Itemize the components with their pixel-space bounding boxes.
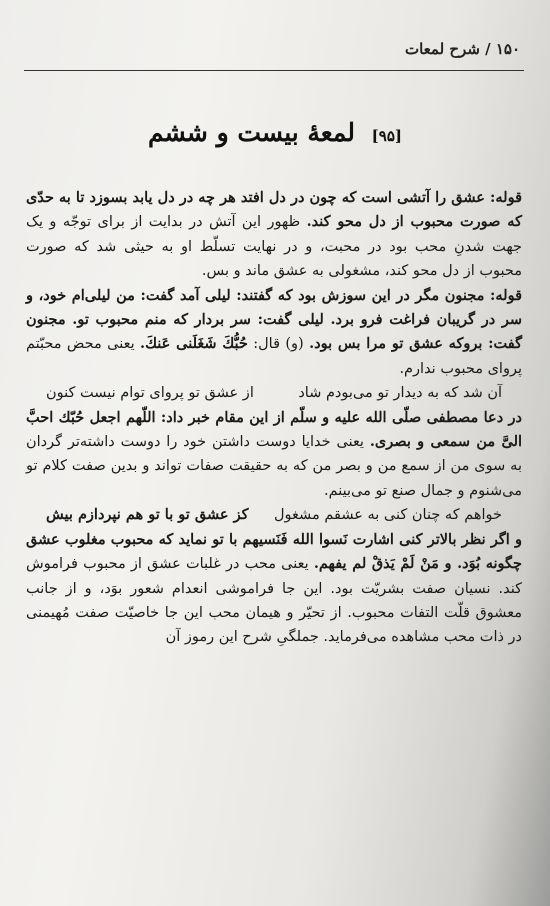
- paragraph-2-connector: (و) قال:: [253, 336, 304, 353]
- section-number: [۹۵]: [371, 127, 403, 145]
- verse-1: [26, 381, 522, 405]
- paragraph-1-commentary: ظهور این آتش در بدایت از برای توجّه و یک جهت شدنِ محب بود در محبت، و در نهایت تسلّط او به حیثی شد که صورت محبوب از دل محو کند، مشغولی به عشق ماند و بس.: [26, 214, 522, 280]
- paragraph-3: [26, 406, 522, 504]
- section-title-text: لمعهٔ بیست و ششم: [147, 118, 355, 147]
- verse-2: [26, 503, 522, 527]
- paragraph-2-quote: قوله: مجنون مگر در این سوزش بود که گفتند: لیلی آمد گفت: من لیلی‌ام خود، و سر در گریبان فراغت فرو برد. لیلی گفت: سر بردار که منم محبوب تو. مجنون گفت: بروکه عشق تو مرا بس بود.: [26, 286, 523, 353]
- paragraph-4-commentary: یعنی محب در غلبات عشق از محبوب فراموش کند. نسیان صفت بشریّت بود. این جا فراموشی انعدام شعور بوَد، و از جانب معشوق قلّت التفات محبوب. از تحیّر و هیمان محب این جا خاصیّت صفت مُهیمنی در ذات محب مشاهده می‌فرماید. جملگیِ شرح این رموز آن: [26, 556, 522, 646]
- body-text: [26, 186, 522, 650]
- paragraph-2: [26, 284, 522, 382]
- paragraph-2-commentary: یعنی محض محبّتم پروای محبوب ندارم.: [26, 336, 522, 377]
- section-title: [0, 118, 550, 147]
- verse-1-second-hemistich: از عشق تو پروای توام نیست کنون: [46, 385, 254, 402]
- verse-2-second-hemistich: کز عشق تو با تو هم نپردازم بیش: [46, 506, 249, 524]
- running-header: ۱۵۰ / شرح لمعات: [404, 40, 520, 58]
- paragraph-4: [26, 528, 522, 650]
- paragraph-3-commentary: یعنی خدایا دوست داشتن خود را دوست داشته‌تر گردان به سوی من از سمع من و بصر من که به حقیقت صفات تواند و بدین صفت کلام تو می‌شنوم و جمال صنع تو می‌بینم.: [26, 434, 522, 499]
- verse-2-first-hemistich: خواهم که چنان کنی به عشقم مشغول: [274, 507, 502, 524]
- paragraph-2-arabic: حُبُّكَ شَغَلَنی عَنكَ.: [140, 335, 248, 353]
- verse-1-first-hemistich: آن شد که به دیدار تو می‌بودم شاد: [298, 385, 502, 402]
- paragraph-3-quote: در دعا مصطفی صلّی الله علیه و سلّم از این مقام خبر داد: اللّهم اجعل حُبّك احبَّ الیَّ من سمعی و بصری.: [26, 408, 523, 451]
- paragraph-1: [26, 186, 522, 284]
- paragraph-1-quote: قوله: عشق را آتشی است که چون در دل افتد هر چه در دل یابد بسوزد تا به حدّی که صورت محبوب از دل محو کند.: [26, 189, 522, 231]
- header-rule: [24, 70, 524, 71]
- paragraph-4-quote: و اگر نظر بالاتر کنی اشارت نَسوا الله فَنَسیهم با تو نماید که محبوب مغلوب عشق چگونه بُوَد. و مَنْ لَمْ یَذقْ لم یفهم.: [26, 530, 523, 573]
